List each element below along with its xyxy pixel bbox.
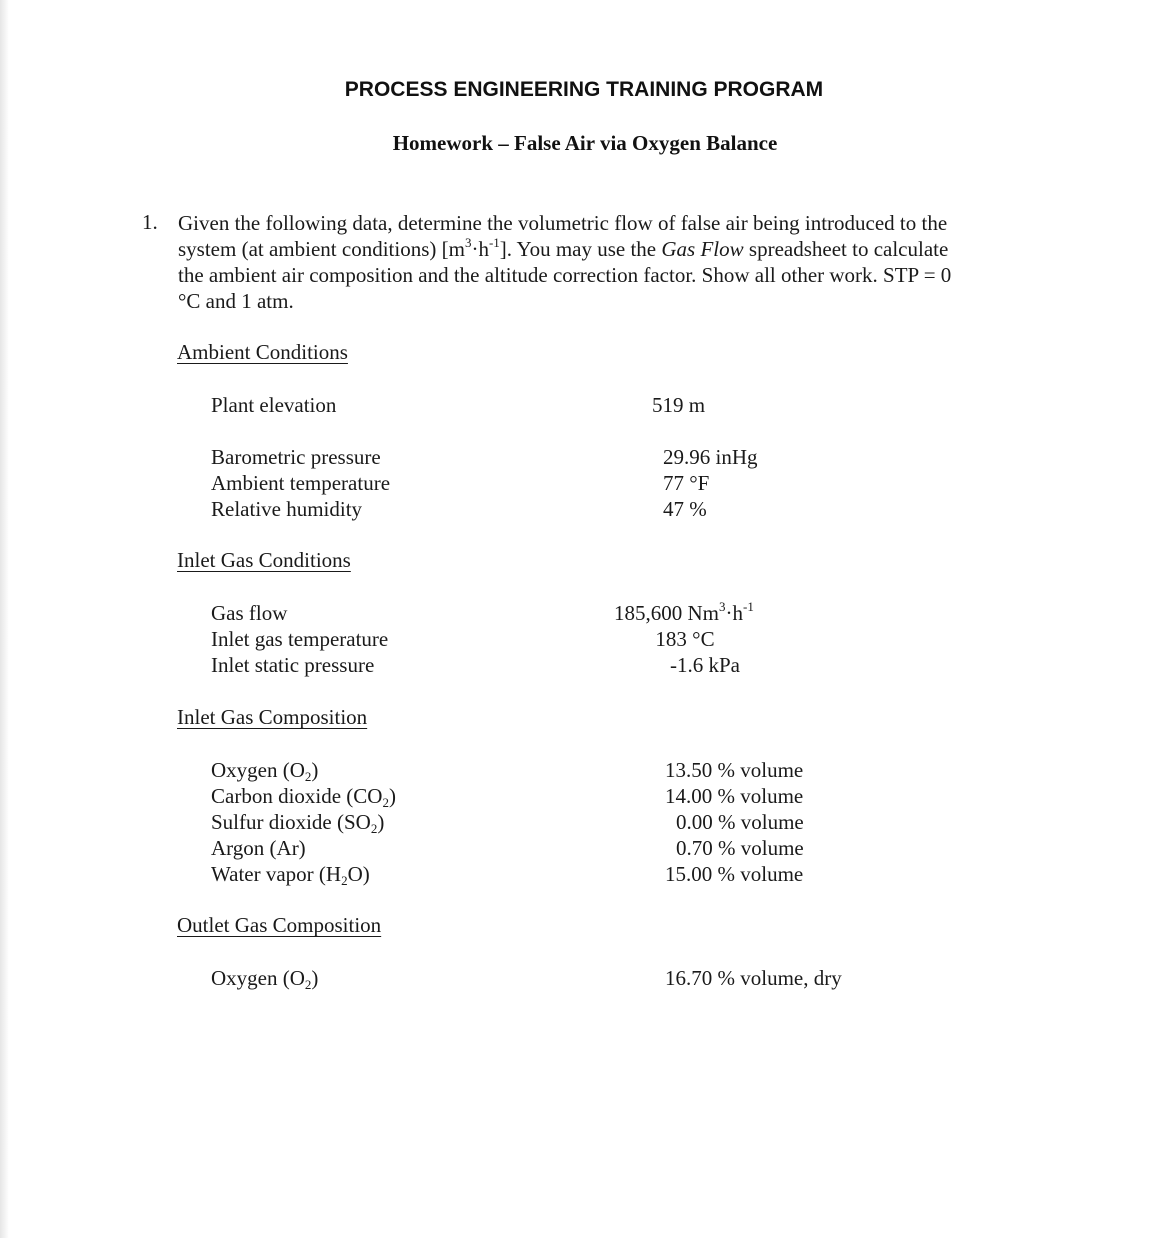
value-inlet-gas-temperature: 183 °C [655, 627, 715, 651]
question-line-2 [178, 236, 1038, 262]
label-inlet-carbon-dioxide [211, 784, 396, 809]
value-outlet-oxygen: 16.70 % volume, dry [665, 966, 842, 990]
value-inlet-static-pressure: -1.6 kPa [670, 653, 740, 677]
value-gas-flow [614, 601, 754, 626]
value-inlet-oxygen: 13.50 % volume [665, 758, 804, 782]
gas-flow-unit: ·h [725, 601, 743, 625]
section-heading-inlet-conditions: Inlet Gas Conditions [177, 548, 351, 572]
value-inlet-carbon-dioxide: 14.00 % volume [665, 784, 804, 808]
gas-flow-spreadsheet-name: Gas Flow [661, 237, 744, 261]
section-heading-inlet-composition: Inlet Gas Composition [177, 705, 368, 729]
subscript: 2 [382, 795, 389, 810]
label-text: Oxygen (O [211, 966, 305, 990]
question-text [178, 210, 1038, 314]
superscript: -1 [743, 599, 754, 614]
question-line-2-text: system (at ambient conditions) [m [178, 237, 465, 261]
value-relative-humidity: 47 % [663, 497, 707, 521]
label-inlet-gas-temperature: Inlet gas temperature [211, 627, 389, 651]
question-line-4: °C and 1 atm. [178, 289, 294, 313]
value-inlet-water-vapor: 15.00 % volume [665, 862, 804, 886]
label-text: ) [311, 966, 319, 990]
label-inlet-water-vapor [211, 862, 370, 887]
label-inlet-oxygen [211, 758, 318, 783]
label-plant-elevation: Plant elevation [211, 393, 337, 417]
question-line-2-unit: ·h [471, 237, 489, 261]
question-line-1: Given the following data, determine the volumetric flow of false air being introduced to the [178, 211, 948, 235]
page-left-shadow [0, 0, 9, 1238]
question-number: 1. [142, 210, 158, 234]
section-heading-outlet-composition: Outlet Gas Composition [177, 913, 382, 937]
subscript: 2 [304, 769, 312, 784]
question-line-2-text: ]. You may use the [499, 237, 662, 261]
question-line-3: the ambient air composition and the altitude correction factor. Show all other work. STP = 0 [178, 263, 952, 287]
section-heading-ambient: Ambient Conditions [177, 340, 348, 364]
label-inlet-argon: Argon (Ar) [211, 836, 306, 860]
label-ambient-temperature: Ambient temperature [211, 471, 391, 495]
value-inlet-argon: 0.70 % volume [676, 836, 804, 860]
label-inlet-sulfur-dioxide [211, 810, 384, 835]
subscript: 2 [341, 873, 348, 888]
superscript: -1 [488, 235, 500, 250]
label-text: Carbon dioxide (CO [211, 784, 383, 808]
label-gas-flow: Gas flow [211, 601, 288, 625]
superscript: 3 [464, 235, 472, 250]
subscript: 2 [370, 821, 378, 836]
document-subtitle: Homework – False Air via Oxygen Balance [392, 131, 778, 155]
label-relative-humidity: Relative humidity [211, 497, 363, 521]
label-text: ) [388, 784, 396, 808]
label-text: ) [377, 810, 385, 834]
document-title: PROCESS ENGINEERING TRAINING PROGRAM [344, 78, 824, 101]
value-inlet-sulfur-dioxide: 0.00 % volume [676, 810, 804, 834]
subscript: 2 [304, 977, 312, 992]
label-outlet-oxygen [211, 966, 318, 991]
label-text: Oxygen (O [211, 758, 305, 782]
label-barometric-pressure: Barometric pressure [211, 445, 381, 469]
value-ambient-temperature: 77 °F [663, 471, 710, 495]
question-line-2-text: spreadsheet to calculate [743, 237, 949, 261]
label-inlet-static-pressure: Inlet static pressure [211, 653, 375, 677]
label-text: O) [347, 862, 370, 886]
label-text: Water vapor (H [211, 862, 342, 886]
label-text: ) [311, 758, 319, 782]
gas-flow-number: 185,600 Nm [614, 601, 719, 625]
value-barometric-pressure: 29.96 inHg [663, 445, 758, 469]
value-plant-elevation: 519 m [652, 393, 706, 417]
superscript: 3 [719, 599, 726, 614]
label-text: Sulfur dioxide (SO [211, 810, 371, 834]
